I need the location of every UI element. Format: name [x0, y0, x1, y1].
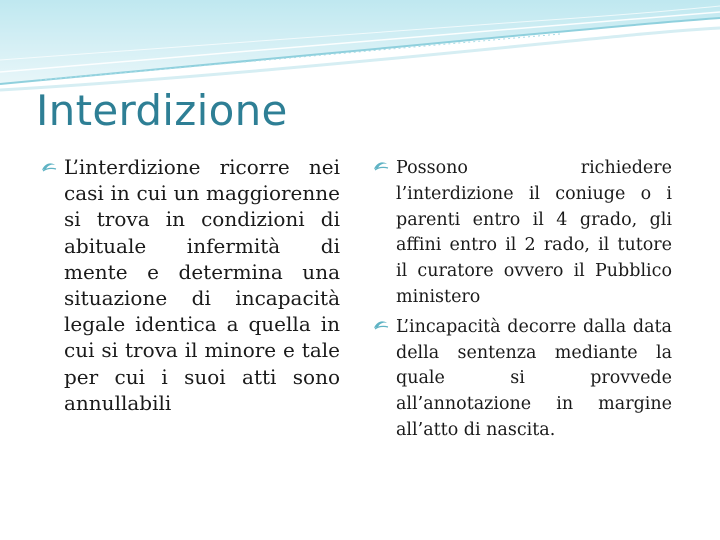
bullet-item [40, 154, 340, 416]
swirl-bullet-icon [40, 154, 64, 180]
right-column [372, 156, 672, 444]
bullet-item [372, 156, 672, 311]
header-wave-decoration [0, 0, 720, 100]
bullet-text: Possono richiedere l’interdizione il coniuge o i parenti entro il 4 grado, gli affini entro il 2 rado, il tutore il curatore ovvero il Pubblico ministero [396, 158, 672, 307]
bullet-text: L’incapacità decorre dalla data della sentenza mediante la quale si provvede all’annotazione in margine all’atto di nascita. [396, 316, 672, 440]
slide-title: Interdizione [36, 86, 288, 135]
left-column [40, 154, 340, 416]
bullet-item [372, 315, 672, 444]
bullet-text: L’interdizione ricorre nei casi in cui un maggiorenne si trova in condizioni di abituale infermità di mente e determina una situazione di incapacità legale identica a quella in cui si trova il minore e tale per cui i suoi atti sono annullabili [64, 155, 340, 415]
swirl-bullet-icon [372, 156, 396, 182]
swirl-bullet-icon [372, 315, 396, 341]
